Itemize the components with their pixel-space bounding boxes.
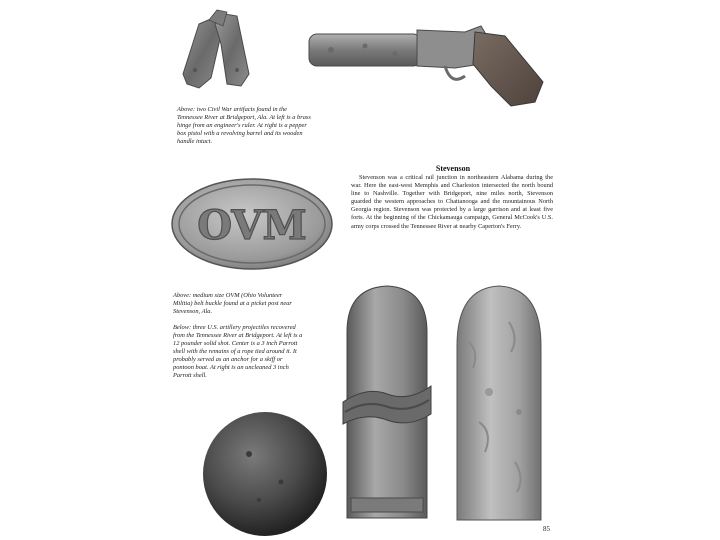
- solid-shot-cannonball-photo: [197, 404, 333, 540]
- parrott-shell-rope-photo: [337, 282, 437, 524]
- article-body: Stevenson was a critical rail junction in northeastern Alabama during the war. Here the east-west Memphis and Charleston intersected the north bound line to Nashville. Together with Bridgeport, nine miles north, Stevenson guarded the western approaches to Chattanooga and the mountainous North Georgia region. Stevenson was protected by a large garrison and at least five forts. At the beginning of the Chickamauga campaign, General McCook's U.S. army corps crossed the Tennessee River at nearby Caperton's Ferry.: [351, 174, 553, 230]
- brass-hinge-photo: [165, 4, 275, 94]
- article-title: Stevenson: [435, 164, 471, 173]
- uncleaned-parrott-shell-photo: [449, 282, 549, 524]
- buckle-caption: Above: medium size OVM (Ohio Volunteer Militia) belt buckle found at a picket post near Stevenson, Ala.: [173, 292, 292, 315]
- pepperbox-pistol-photo: [305, 2, 555, 117]
- projectiles-caption: Below: three U.S. artillery projectiles recovered from the Tennessee River at Bridgeport. At left is a 12 pounder solid shot. Center is a 3 inch Parrott shell with the remains of a rope tied around it. It probably served as an anchor for a skiff or pontoon boat. At right is an uncleaned 3 inch Parrott shell.: [173, 324, 303, 379]
- hinge-pistol-caption: Above: two Civil War artifacts found in the Tennessee River at Bridgeport, Ala. At left is a brass hinge from an engineer's ruler. At right is a pepper box pistol with a revolving barrel and its wooden handle intact.: [177, 106, 311, 145]
- book-page: [163, 0, 556, 540]
- page-number: 85: [543, 525, 550, 533]
- ovm-belt-buckle-photo: [167, 174, 337, 274]
- buckle-lettering: OVM: [197, 202, 307, 249]
